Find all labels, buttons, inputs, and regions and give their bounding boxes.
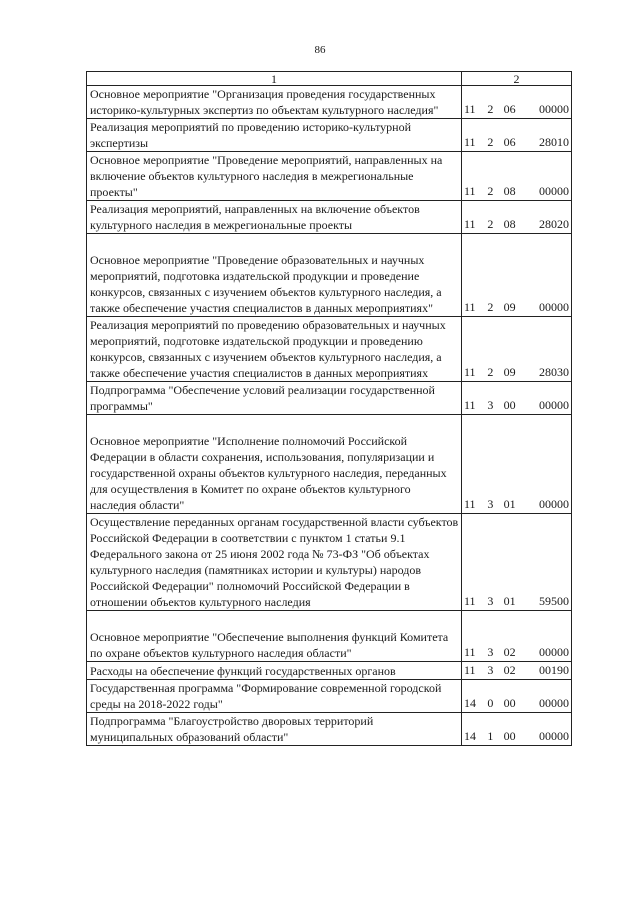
row-classification-code <box>462 234 572 317</box>
row-description: Основное мероприятие "Проведение мероприятий, направленных на включение объектов культурного наследия в межрегиональные проекты" <box>87 152 462 201</box>
code-subprogram: 3 <box>487 663 494 677</box>
code-direction: 28010 <box>538 135 569 149</box>
code-direction: 00000 <box>538 645 569 659</box>
code-direction: 00000 <box>538 497 569 511</box>
code-activity: 08 <box>503 217 516 231</box>
code-activity: 01 <box>503 497 516 511</box>
code-program: 11 <box>464 135 476 149</box>
code-direction: 28030 <box>538 365 569 379</box>
code-program: 11 <box>464 645 476 659</box>
code-activity: 01 <box>503 594 516 608</box>
table-row <box>87 382 572 415</box>
code-subprogram: 2 <box>487 135 494 149</box>
table-row <box>87 415 572 514</box>
code-program: 11 <box>464 217 476 231</box>
row-classification-code <box>462 611 572 662</box>
code-program: 11 <box>464 663 476 677</box>
code-program: 14 <box>464 696 476 710</box>
row-description: Осуществление переданных органам государственной власти субъектов Российской Федерации в соответствии с пунктом 1 статьи 9.1 Федерального закона от 25 июня 2002 года № 73-ФЗ "Об объектах культурного наследия (памятниках истории и культуры) народов Российской Федерации" полномочий Российской Федерации в отношении объектов культурного наследия <box>87 514 462 611</box>
table-row <box>87 662 572 680</box>
row-description: Расходы на обеспечение функций государственных органов <box>87 662 462 680</box>
code-subprogram: 1 <box>487 729 494 743</box>
row-description: Основное мероприятие "Организация проведения государственных историко-культурных экспертиз по объектам культурного наследия" <box>87 86 462 119</box>
row-description: Реализация мероприятий по проведению историко-культурной экспертизы <box>87 119 462 152</box>
row-classification-code <box>462 382 572 415</box>
row-classification-code <box>462 415 572 514</box>
table-row <box>87 713 572 746</box>
code-direction: 00000 <box>538 398 569 412</box>
row-description: Основное мероприятие "Проведение образовательных и научных мероприятий, подготовка издательской продукции и проведение конкурсов, связанных с изучением объектов культурного наследия, а также обеспечение участия специалистов в данных мероприятиях" <box>87 234 462 317</box>
row-description: Реализация мероприятий, направленных на включение объектов культурного наследия в межрегиональные проекты <box>87 201 462 234</box>
column-header-1: 1 <box>87 72 462 86</box>
row-classification-code <box>462 680 572 713</box>
code-direction: 00000 <box>538 300 569 314</box>
table-row <box>87 152 572 201</box>
code-direction: 00000 <box>538 696 569 710</box>
code-program: 11 <box>464 365 476 379</box>
row-classification-code <box>462 119 572 152</box>
budget-classification-table <box>86 71 572 746</box>
code-program: 11 <box>464 398 476 412</box>
row-description: Подпрограмма "Благоустройство дворовых территорий муниципальных образований области" <box>87 713 462 746</box>
code-subprogram: 3 <box>487 645 494 659</box>
code-activity: 09 <box>503 365 516 379</box>
code-program: 11 <box>464 102 476 116</box>
page-number: 86 <box>314 44 326 56</box>
table-header-row <box>87 72 572 86</box>
table-row <box>87 86 572 119</box>
row-classification-code <box>462 713 572 746</box>
code-activity: 02 <box>503 645 516 659</box>
code-subprogram: 0 <box>487 696 494 710</box>
row-description: Реализация мероприятий по проведению образовательных и научных мероприятий, подготовке издательской продукции и проведению конкурсов, связанных с изучением объектов культурного наследия, а также обеспечение участия специалистов в данных мероприятиях <box>87 317 462 382</box>
code-subprogram: 3 <box>487 398 494 412</box>
code-activity: 06 <box>503 135 516 149</box>
code-direction: 00000 <box>538 184 569 198</box>
code-subprogram: 2 <box>487 300 494 314</box>
table-row <box>87 611 572 662</box>
code-program: 11 <box>464 594 476 608</box>
code-direction: 28020 <box>538 217 569 231</box>
code-direction: 00000 <box>538 729 569 743</box>
code-subprogram: 2 <box>487 365 494 379</box>
row-classification-code <box>462 514 572 611</box>
table-row <box>87 201 572 234</box>
code-activity: 06 <box>503 102 516 116</box>
code-activity: 08 <box>503 184 516 198</box>
code-direction: 59500 <box>538 594 569 608</box>
code-activity: 00 <box>503 398 516 412</box>
row-description: Основное мероприятие "Обеспечение выполнения функций Комитета по охране объектов культурного наследия области" <box>87 611 462 662</box>
code-subprogram: 3 <box>487 594 494 608</box>
code-subprogram: 2 <box>487 184 494 198</box>
code-program: 14 <box>464 729 476 743</box>
row-description: Подпрограмма "Обеспечение условий реализации государственной программы" <box>87 382 462 415</box>
code-activity: 09 <box>503 300 516 314</box>
row-description: Государственная программа "Формирование современной городской среды на 2018-2022 годы" <box>87 680 462 713</box>
code-program: 11 <box>464 497 476 511</box>
code-activity: 00 <box>503 696 516 710</box>
code-direction: 00190 <box>538 663 569 677</box>
column-header-2: 2 <box>462 72 572 86</box>
table-row <box>87 514 572 611</box>
code-subprogram: 2 <box>487 217 494 231</box>
row-classification-code <box>462 152 572 201</box>
code-subprogram: 2 <box>487 102 494 116</box>
table-body <box>87 86 572 746</box>
table-row <box>87 680 572 713</box>
row-classification-code <box>462 201 572 234</box>
code-program: 11 <box>464 300 476 314</box>
table-row <box>87 234 572 317</box>
code-activity: 00 <box>503 729 516 743</box>
code-program: 11 <box>464 184 476 198</box>
row-classification-code <box>462 86 572 119</box>
code-subprogram: 3 <box>487 497 494 511</box>
row-description: Основное мероприятие "Исполнение полномочий Российской Федерации в области сохранения, использования, популяризации и государственной охраны объектов культурного наследия, переданных для осуществления в Комитет по охране объектов культурного наследия области" <box>87 415 462 514</box>
table-row <box>87 317 572 382</box>
code-direction: 00000 <box>538 102 569 116</box>
code-activity: 02 <box>503 663 516 677</box>
row-classification-code <box>462 662 572 680</box>
table-row <box>87 119 572 152</box>
row-classification-code <box>462 317 572 382</box>
